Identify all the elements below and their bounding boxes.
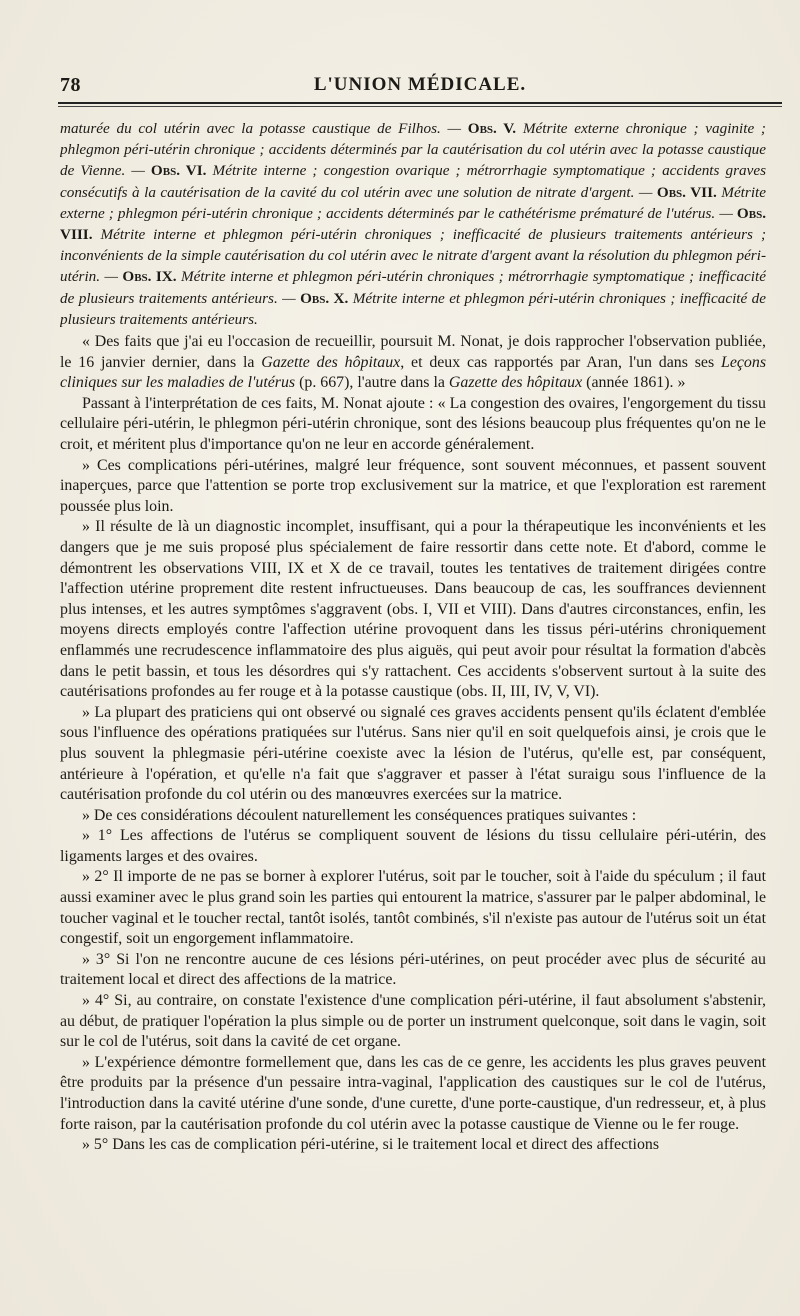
paragraph: Passant à l'interprétation de ces faits, M. Nonat ajoute : « La congestion des ovaires, l'engorgement du tissu cellulaire péri-utérin, le phlegmon péri-utérin chronique, sont des lésions beaucoup plus fréquentes qu'on ne le croit, et méritent plus d'importance qu'on ne leur en accorde généralement. — [60, 394, 766, 453]
book-title: Leçons cliniques sur les maladies de l'utérus — [60, 353, 766, 392]
paragraph: » L'expérience démontre formellement que, dans les cas de ce genre, les accidents les plus graves peuvent être produits par la présence d'un pessaire intra-vaginal, l'application des caustiques sur le col de l'utérus, l'introduction dans la cavité utérine d'une sonde, d'une curette, d'une porte-caustique, d'un redresseur, et, à plus forte raison, par la cautérisation profonde du col utérin avec la potasse caustique de Vienne ou le fer rouge. — [60, 1053, 766, 1133]
paragraph: » 1° Les affections de l'utérus se compliquent souvent de lésions du tissu cellulaire péri-utérin, des ligaments larges et des ovaires. — [60, 827, 766, 865]
paragraph-text: « Des faits que j'ai eu l'occasion de recueillir, poursuit M. Nonat, je dois rapprocher l'observation publiée, le 16 janvier dernier, dans la — [60, 333, 766, 371]
header-rule — [58, 102, 782, 104]
journal-title: Gazette des hôpitaux — [448, 374, 583, 392]
journal-title: Gazette des hôpitaux — [261, 353, 401, 371]
paragraph: » Ces complications péri-utérines, malgré leur fréquence, sont souvent méconnues, et passent souvent inaperçues, parce que l'attention se porte trop exclusivement sur la matrice, et que l'exploration est rarement poussée plus loin. — [60, 456, 766, 515]
obs-text: Métrite externe ; phlegmon péri-utérin chronique ; accidents déterminés par le cathétérisme prématuré de l'utérus. — — [60, 183, 766, 222]
obs-text: Métrite interne et phlegmon péri-utérin chroniques ; inefficacité de plusieurs traitements antérieurs ; inconvénients de la simple cautérisation du col utérin avec le nitrate d'argent avant la résolution du phlegmon péri-utérin. — — [60, 226, 766, 286]
paragraph-text: , et deux cas rapportés par Aran, l'un dans ses — [400, 353, 721, 371]
obs-text: maturée du col utérin avec la potasse caustique de Filhos. — — [60, 120, 468, 137]
running-title: L'UNION MÉDICALE. — [313, 74, 527, 95]
page-number: 78 — [60, 74, 81, 96]
obs-label: Obs. IX. — [122, 268, 177, 286]
paragraph: » Il résulte de là un diagnostic incomplet, insuffisant, qui a pour la thérapeutique les inconvénients et les dangers que je me suis proposé plus spécialement de faire ressortir dans cette note. Et d'abord, comme le démontrent les observations VIII, IX et X de ce travail, toutes les tentatives de traitement dirigées contre l'affection utérine proprement dite restent infructueuses. Dans beaucoup de cas, les souffrances deviennent plus intenses, et les autres symptômes s'aggravent (obs. I, VII et VIII). Dans d'autres circonstances, enfin, les moyens directs employés contre l'affection utérine provoquent dans les tissus péri-utérins chroniquement enflammés une recrudescence inflammatoire des plus aiguës, qui peut avoir pour résultat la formation d'abcès dans le petit bassin, et tous les désordres qui s'y rattachent. Ces accidents s'observent surtout à la suite des cautérisations profondes au fer rouge et à la potasse caustique (obs. II, III, IV, V, VI). — [60, 518, 766, 701]
header-rule-thin — [58, 106, 782, 107]
obs-text: Métrite interne ; congestion ovarique ; métrorrhagie symptomatique ; accidents graves consécutifs à la cautérisation de la cavité du col utérin avec une solution de nitrate d'argent. — — [60, 162, 766, 201]
article-body — [60, 118, 766, 1308]
paragraph: » 5° Dans les cas de complication péri-utérine, si le traitement local et direct des affections — [82, 1136, 660, 1154]
page-header — [60, 74, 780, 100]
paragraph — [60, 332, 766, 394]
obs-text: Métrite externe chronique ; vaginite ; phlegmon péri-utérin chronique ; accidents déterminés par la cautérisation du col utérin avec la potasse caustique de Vienne. — — [60, 120, 766, 180]
paragraph: » La plupart des praticiens qui ont observé ou signalé ces graves accidents pensent qu'ils éclatent d'emblée sous l'influence des opérations pratiquées sur l'utérus. Sans nier qu'il en soit quelquefois ainsi, je crois que le plus souvent la phlegmasie péri-utérine coexiste avec la lésion de l'utérus, qu'elle est, par conséquent, antérieure à l'opération, et qu'elle n'a fait que s'aggraver et passer à l'état suraigu sous l'influence de la cautérisation profonde du col utérin ou des manœuvres exercées sur la matrice. — [60, 703, 766, 804]
obs-label: Obs. VIII. — [60, 204, 766, 244]
obs-text: Métrite interne et phlegmon péri-utérin chroniques ; inefficacité de plusieurs traitements antérieurs. — [60, 289, 766, 328]
obs-label: Obs. VII. — [656, 183, 717, 201]
obs-label: Obs. VI. — [150, 162, 207, 180]
paragraph-text: (année 1861). » — [582, 374, 686, 392]
obs-label: Obs. X. — [300, 289, 349, 307]
obs-label: Obs. V. — [467, 120, 517, 137]
paragraph-text: (p. 667), l'autre dans la — [295, 374, 449, 392]
paragraph: » 3° Si l'on ne rencontre aucune de ces lésions péri-utérines, on peut procéder avec plus de sécurité au traitement local et direct des affections de la matrice. — [60, 950, 766, 989]
paragraph: » 2° Il importe de ne pas se borner à explorer l'utérus, soit par le toucher, soit à l'aide du spéculum ; il faut aussi examiner avec le plus grand soin les parties qui entourent la matrice, s'assurer par le palper abdominal, le toucher vaginal et le toucher rectal, tantôt isolés, tantôt combinés, s'il n'existe pas autour de l'utérus soit un état congestif, soit un engorgement inflammatoire. — [60, 868, 766, 948]
paragraph: » De ces considérations découlent naturellement les conséquences pratiques suivantes : — [82, 806, 637, 824]
observations-summary — [60, 118, 766, 330]
obs-text: Métrite interne et phlegmon péri-utérin chroniques ; métrorrhagie symptomatique ; inefficacité de plusieurs traitements antérieurs. — — [60, 268, 766, 307]
paragraph: » 4° Si, au contraire, on constate l'existence d'une complication péri-utérine, il faut absolument s'abstenir, au début, de pratiquer l'opération la plus simple ou de porter un instrument quelconque, soit dans le vagin, soit sur le col de l'utérus, soit dans la cavité de cet organe. — [60, 992, 766, 1051]
